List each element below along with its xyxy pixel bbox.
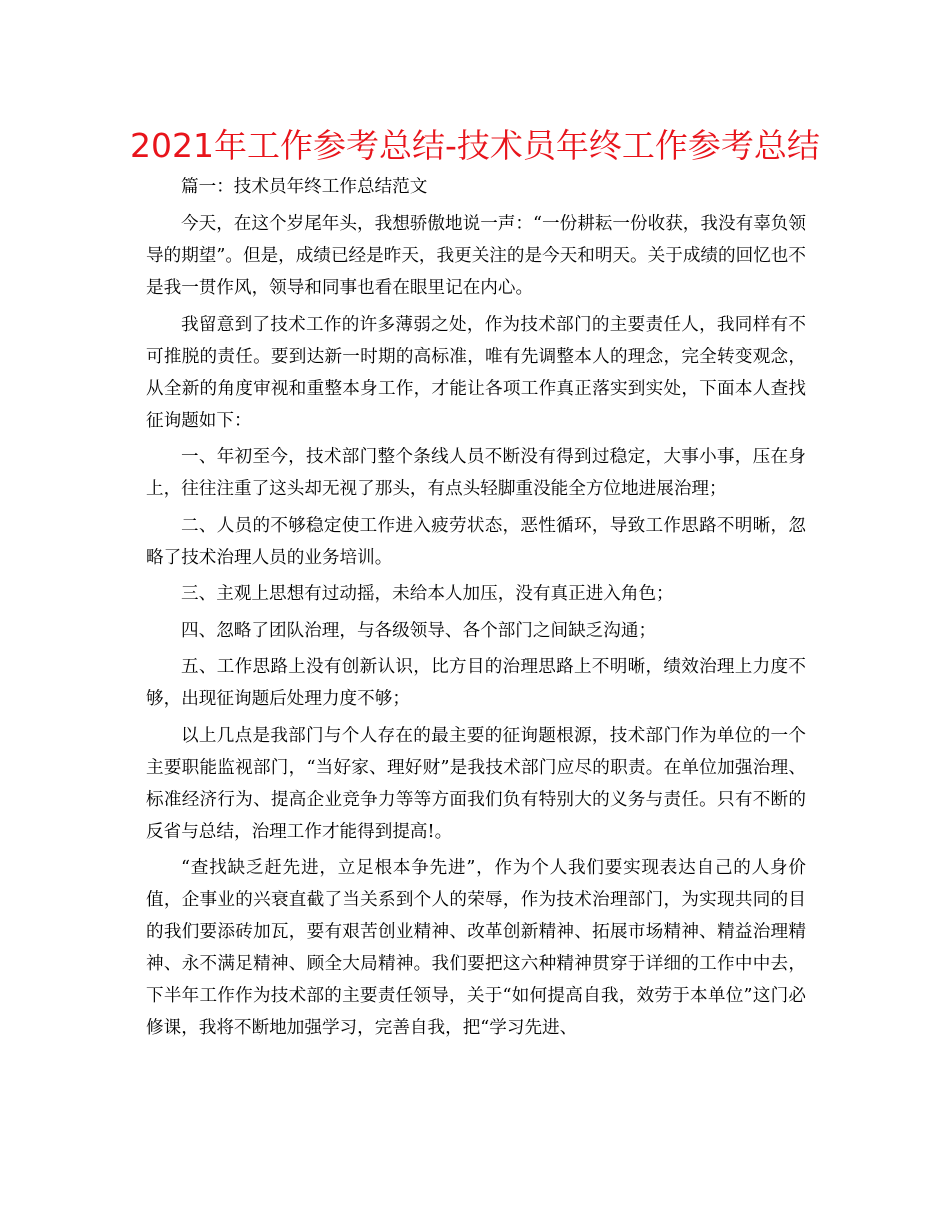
paragraph-5: 三、主观上思想有过动摇，未给本人加压，没有真正进入角色； bbox=[181, 584, 674, 604]
paragraph-4: 二、人员的不够稳定使工作进入疲劳状态，恶性循环，导致工作思路不明晰，忽略了技术治理人员的业务培训。 bbox=[146, 515, 806, 568]
paragraph-2: 我留意到了技术工作的许多薄弱之处，作为技术部门的主要责任人，我同样有不可推脱的责任。要到达新一时期的高标准，唯有先调整本人的理念，完全转变观念，从全新的角度审视和重整本身工作，才能让各项工作真正落实到实处，下面本人查找征询题如下： bbox=[146, 314, 806, 431]
paragraph-1: 今天，在这个岁尾年头，我想骄傲地说一声：“一份耕耘一份收获，我没有辜负领导的期望”。但是，成绩已经是昨天，我更关注的是今天和明天。关于成绩的回忆也不是我一贯作风，领导和同事也看在眼里记在内心。 bbox=[146, 214, 806, 298]
paragraph-6: 四、忽略了团队治理，与各级领导、各个部门之间缺乏沟通； bbox=[181, 620, 657, 641]
paragraph-3: 一、年初至今，技术部门整个条线人员不断没有得到过稳定，大事小事，压在身上，往往注重了这头却无视了那头，有点头轻脚重没能全方位地进展治理； bbox=[146, 447, 806, 499]
section-heading: 篇一：技术员年终工作总结范文 bbox=[181, 177, 428, 197]
paragraph-9: “查找缺乏赶先进，立足根本争先进”，作为个人我们要实现表达自己的人身价值，企事业的兴衰直截了当关系到个人的荣辱，作为技术治理部门，为实现共同的目的我们要添砖加瓦，要有艰苦创业精神、改革创新精神、拓展市场精神、精益治理精神、永不满足精神、顾全大局精神。我们要把这六种精神贯穿于详细的工作中中去，下半年工作作为技术部的主要责任领导，关于“如何提高自我，效劳于本单位”这门必修课，我将不断地加强学习，完善自我，把“学习先进、 bbox=[146, 858, 806, 1038]
paragraph-8: 以上几点是我部门与个人存在的最主要的征询题根源，技术部门作为单位的一个主要职能监视部门，“当好家、理好财”是我技术部门应尽的职责。在单位加强治理、标准经济行为、提高企业竞争力等等方面我们负有特别大的义务与责任。只有不断的反省与总结，治理工作才能得到提高!。 bbox=[146, 725, 806, 842]
document-body bbox=[146, 171, 806, 1049]
document-title: 2021年工作参考总结-技术员年终工作参考总结 bbox=[130, 126, 820, 165]
paragraph-7: 五、工作思路上没有创新认识，比方目的治理思路上不明晰，绩效治理上力度不够，出现征询题后处理力度不够； bbox=[146, 657, 806, 709]
